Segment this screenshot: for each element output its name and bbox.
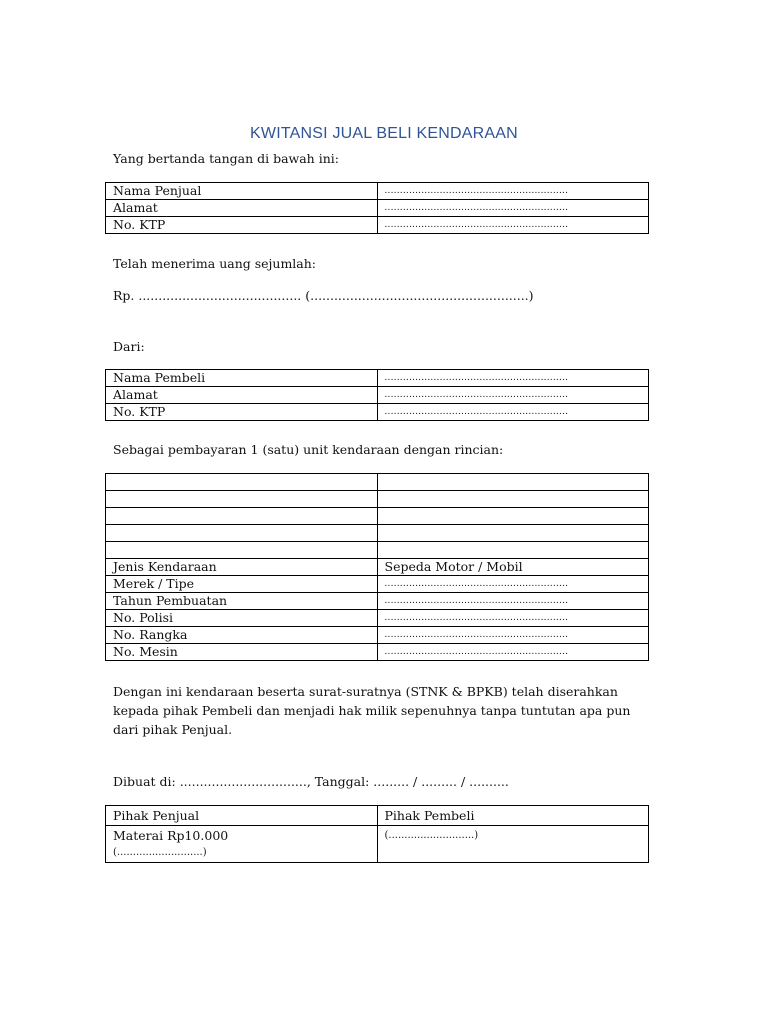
table-row	[106, 644, 649, 661]
row-label: Alamat	[106, 200, 378, 217]
table-row	[106, 491, 649, 508]
seller-table	[105, 182, 649, 234]
buyer-name-line: (...........................)	[384, 830, 479, 841]
table-row	[106, 576, 649, 593]
document-title: KWITANSI JUAL BELI KENDARAAN	[250, 125, 518, 142]
row-label: Tahun Pembuatan	[106, 593, 378, 610]
row-value: ............................................................	[377, 610, 649, 627]
table-row	[106, 474, 649, 491]
row-label: Alamat	[106, 387, 378, 404]
row-label: No. Polisi	[106, 610, 378, 627]
seller-name-line: (...........................)	[113, 847, 207, 858]
table-row	[106, 806, 649, 826]
table-row	[106, 593, 649, 610]
row-value: ............................................................	[377, 183, 649, 200]
table-row	[106, 217, 649, 234]
buyer-header: Pihak Pembeli	[377, 806, 649, 826]
buyer-table	[105, 369, 649, 421]
row-label	[106, 491, 378, 508]
row-value: Sepeda Motor / Mobil	[377, 559, 649, 576]
buyer-signature-cell	[377, 826, 649, 863]
seller-header: Pihak Penjual	[106, 806, 378, 826]
table-row	[106, 826, 649, 863]
row-value: ............................................................	[377, 644, 649, 661]
table-row	[106, 627, 649, 644]
row-value	[377, 474, 649, 491]
row-value: ............................................................	[377, 200, 649, 217]
row-label: Nama Pembeli	[106, 370, 378, 387]
row-label: No. KTP	[106, 217, 378, 234]
row-value	[377, 542, 649, 559]
table-row	[106, 542, 649, 559]
table-row	[106, 559, 649, 576]
table-row	[106, 200, 649, 217]
received-text: Telah menerima uang sejumlah:	[113, 256, 317, 271]
row-value: ............................................................	[377, 387, 649, 404]
seller-signature-cell	[106, 826, 378, 863]
stamp-text: Materai Rp10.000	[113, 828, 229, 843]
row-value: ............................................................	[377, 404, 649, 421]
row-label	[106, 525, 378, 542]
intro-text: Yang bertanda tangan di bawah ini:	[113, 151, 339, 166]
table-row	[106, 610, 649, 627]
row-value	[377, 491, 649, 508]
row-label: Merek / Tipe	[106, 576, 378, 593]
amount-line: Rp. ......................................... (.......................................................)	[113, 288, 534, 303]
table-row	[106, 525, 649, 542]
made-at-line: Dibuat di: ................................, Tanggal: ......... / ......... / ..........	[113, 774, 509, 789]
row-value	[377, 508, 649, 525]
row-label: No. Rangka	[106, 627, 378, 644]
row-label: No. Mesin	[106, 644, 378, 661]
row-label	[106, 508, 378, 525]
row-value: ............................................................	[377, 217, 649, 234]
row-value: ............................................................	[377, 576, 649, 593]
table-row	[106, 370, 649, 387]
table-row	[106, 387, 649, 404]
row-label	[106, 542, 378, 559]
signature-table	[105, 805, 649, 863]
row-value: ............................................................	[377, 627, 649, 644]
row-value	[377, 525, 649, 542]
row-label: Nama Penjual	[106, 183, 378, 200]
table-row	[106, 404, 649, 421]
vehicle-table	[105, 473, 649, 661]
row-label: Jenis Kendaraan	[106, 559, 378, 576]
handover-text: Dengan ini kendaraan beserta surat-suratnya (STNK & BPKB) telah diserahkan kepada pihak Pembeli dan menjadi hak milik sepenuhnya tanpa tuntutan apa pun dari pihak Penjual.	[113, 684, 631, 737]
row-value: ............................................................	[377, 593, 649, 610]
from-text: Dari:	[113, 339, 145, 354]
row-label: No. KTP	[106, 404, 378, 421]
payment-text: Sebagai pembayaran 1 (satu) unit kendaraan dengan rincian:	[113, 442, 504, 457]
table-row	[106, 183, 649, 200]
row-value: ............................................................	[377, 370, 649, 387]
row-label	[106, 474, 378, 491]
table-row	[106, 508, 649, 525]
